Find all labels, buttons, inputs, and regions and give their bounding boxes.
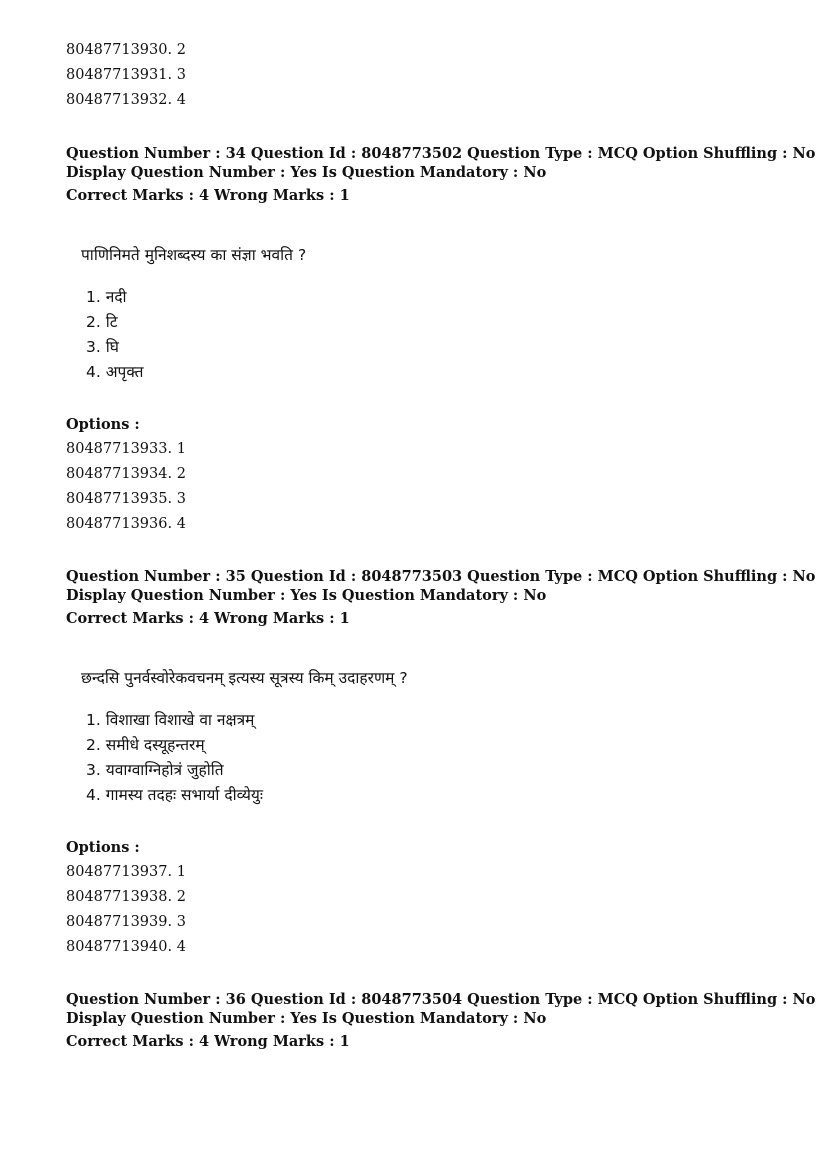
option-line: 80487713936. 4 [66,516,186,532]
question-meta-line2: Display Question Number : Yes Is Question Mandatory : No [66,164,547,181]
question-meta-line2: Display Question Number : Yes Is Question Mandatory : No [66,1010,547,1027]
answer-choice: 1. विशाखा विशाखे वा नक्षत्रम् [86,711,255,729]
answer-choice: 4. गामस्य तदहः सभार्या दीव्येयुः [86,786,264,804]
answer-choice: 1. नदी [86,288,127,306]
answer-choice: 2. समीधे दस्यूहन्तरम् [86,736,205,754]
option-line: 80487713933. 1 [66,441,186,457]
option-line: 80487713940. 4 [66,939,186,955]
options-label: Options : [66,416,140,433]
question-text: पाणिनिमते मुनिशब्दस्य का संज्ञा भवति ? [81,246,307,264]
question-marks: Correct Marks : 4 Wrong Marks : 1 [66,187,350,204]
option-line: 80487713935. 3 [66,491,186,507]
option-line: 80487713934. 2 [66,466,186,482]
option-line: 80487713931. 3 [66,67,186,83]
option-line: 80487713930. 2 [66,42,186,58]
question-marks: Correct Marks : 4 Wrong Marks : 1 [66,610,350,627]
question-meta-line1: Question Number : 36 Question Id : 8048773504 Question Type : MCQ Option Shuffling : No [66,991,816,1008]
question-text: छन्दसि पुनर्वस्वोरेकवचनम् इत्यस्य सूत्रस्य किम् उदाहरणम् ? [81,669,408,687]
option-line: 80487713939. 3 [66,914,186,930]
options-label: Options : [66,839,140,856]
question-meta-line1: Question Number : 35 Question Id : 8048773503 Question Type : MCQ Option Shuffling : No [66,568,816,585]
answer-choice: 2. टि [86,313,118,331]
question-meta-line1: Question Number : 34 Question Id : 8048773502 Question Type : MCQ Option Shuffling : No [66,145,816,162]
answer-choice: 4. अपृक्त [86,363,144,381]
question-marks: Correct Marks : 4 Wrong Marks : 1 [66,1033,350,1050]
answer-choice: 3. घि [86,338,119,356]
option-line: 80487713932. 4 [66,92,186,108]
question-meta-line2: Display Question Number : Yes Is Question Mandatory : No [66,587,547,604]
option-line: 80487713938. 2 [66,889,186,905]
answer-choice: 3. यवाग्वाग्निहोत्रं जुहोति [86,761,224,779]
option-line: 80487713937. 1 [66,864,186,880]
